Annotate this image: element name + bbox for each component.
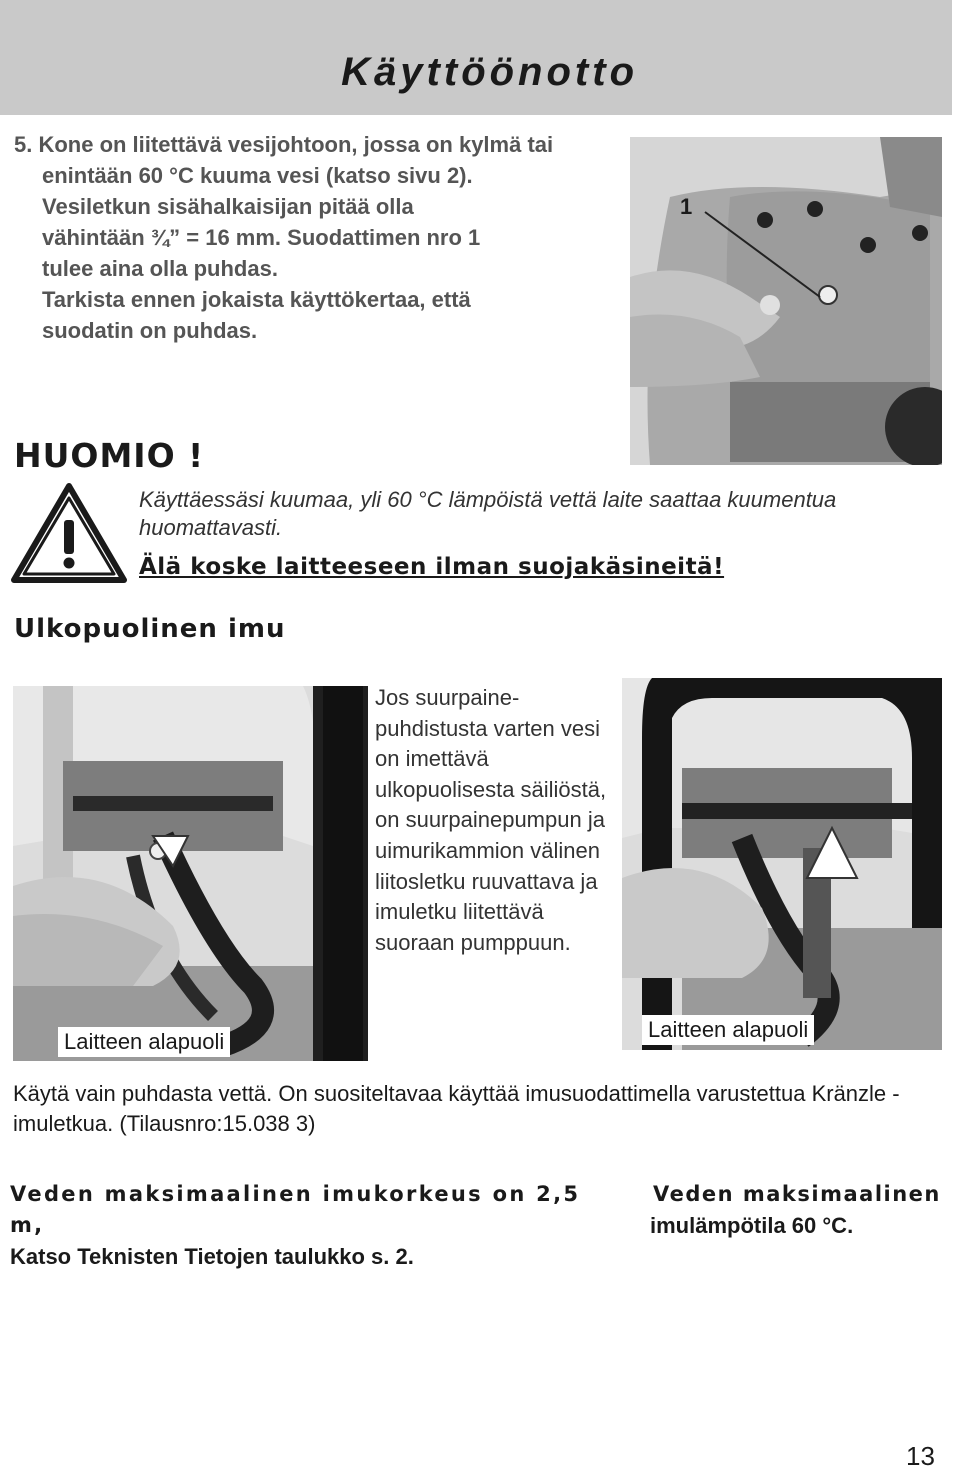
- warning-text: Käyttäessäsi kuumaa, yli 60 °C lämpöistä vettä laite saattaa kuumentua huomattavasti.: [139, 487, 837, 540]
- underside-photo-left: [13, 686, 368, 1061]
- suction-height-line: Veden maksimaalinen imukorkeus on 2,5 m,: [10, 1182, 581, 1237]
- suction-height-info: [10, 1179, 608, 1272]
- section-title: Ulkopuolinen imu: [14, 614, 286, 644]
- warning-heading: HUOMIO !: [14, 436, 205, 475]
- underside-photo-right: [622, 678, 942, 1050]
- step-line: enintään 60 °C kuuma vesi (katso sivu 2).: [42, 163, 473, 188]
- suction-temperature-line1: Veden maksimaalinen: [653, 1182, 941, 1206]
- step-line: Vesiletkun sisähalkaisijan pitää olla: [42, 194, 414, 219]
- suction-temperature-info: [650, 1179, 950, 1241]
- suction-temperature-line2: imulämpötila 60 °C.: [650, 1213, 854, 1238]
- step-line: vähintään ¾” = 16 mm. Suodattimen nro 1: [42, 225, 481, 250]
- page-title: Käyttöönotto: [341, 50, 638, 94]
- page-number: 13: [906, 1441, 935, 1471]
- left-photo-caption: Laitteen alapuoli: [58, 1027, 230, 1057]
- right-photo-caption: Laitteen alapuoli: [642, 1015, 814, 1045]
- step-line: tulee aina olla puhdas.: [42, 256, 278, 281]
- external-suction-text: Jos suurpaine-puhdistusta varten vesi on imettävä ulkopuolisesta säiliöstä, on suurpainepumpun ja uimurikammion välinen liitosletku ruuvattava ja imuletku liitettävä suoraan pumppuun.: [375, 685, 607, 955]
- step-line: 5. Kone on liitettävä vesijohtoon, jossa on kylmä tai: [14, 132, 554, 157]
- warning-triangle-icon: [10, 482, 128, 584]
- technical-data-reference: Katso Teknisten Tietojen taulukko s. 2.: [10, 1244, 414, 1269]
- warning-bold-text: Älä koske laitteeseen ilman suojakäsineitä!: [139, 554, 725, 580]
- filter-photo: [630, 137, 942, 465]
- step-line: suodatin on puhdas.: [42, 318, 258, 343]
- callout-number: 1: [680, 194, 693, 219]
- step-line: Tarkista ennen jokaista käyttökertaa, että: [42, 287, 471, 312]
- usage-text: Käytä vain puhdasta vettä. On suositeltavaa käyttää imusuodattimella varustettua Kränzle -imuletkua. (Tilausnro:15.038 3): [13, 1081, 900, 1136]
- step-5-text: [14, 129, 654, 346]
